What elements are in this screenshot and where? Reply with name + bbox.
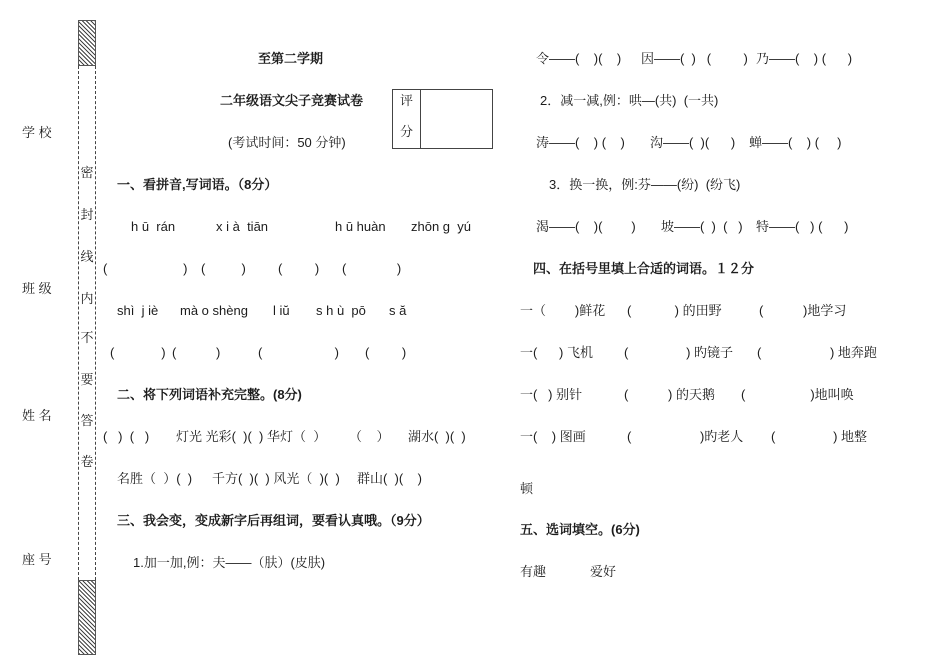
pinyin-item: s ă (389, 303, 407, 318)
word-completion-item: 千方( )( ) 风光（ )( ) (212, 471, 340, 486)
score-label-char: 评 (399, 93, 413, 108)
word-completion-item: 湖水( )( ) (408, 429, 466, 444)
add-item: 乃——( ) ( ) (756, 51, 853, 66)
answer-blank: ( ) (110, 345, 166, 360)
seal-char: 内 (80, 291, 94, 306)
subtract-item: 涛——( ) ( ) (536, 135, 625, 150)
margin-label-name: 姓 名 (22, 408, 52, 423)
margin-label-class: 班 级 (22, 281, 52, 296)
answer-blank: ( ) (342, 261, 402, 276)
swap-item: 坡——( ) ( ) (661, 219, 743, 234)
word-choice: 爱好 (590, 564, 617, 579)
answer-blank: ( ) (278, 261, 320, 276)
fill-phrase-item: 一（ )鲜花 (520, 303, 606, 318)
word-completion-item: （ ） (349, 429, 390, 444)
score-box-divider (420, 90, 421, 148)
score-box (392, 89, 493, 149)
margin-label-school: 学 校 (22, 125, 52, 140)
fill-phrase-item: 一( ) 别针 (520, 387, 583, 402)
pinyin-item: l iŭ (273, 303, 290, 318)
fill-phrase-item: ( ) 地奔跑 (757, 345, 877, 360)
fill-phrase-item: ( ) 地整 (771, 429, 868, 444)
answer-blank: ( ) (258, 345, 339, 360)
add-item: 令——( )( ) (536, 51, 622, 66)
subtract-example: 2．减一减,例：哄—(共) (一共) (540, 93, 719, 108)
add-item: 因——( ) ( ) (641, 51, 748, 66)
add-example: 1.加一加,例：夫——（肤）(皮肤) (133, 555, 326, 570)
word-choice: 有趣 (520, 564, 547, 579)
answer-blank: ( ) (172, 345, 221, 360)
answer-blank: ( ) (365, 345, 407, 360)
seal-char: 不 (80, 330, 94, 345)
pinyin-item: zhōn g yú (411, 219, 471, 234)
score-label-char: 分 (399, 124, 413, 139)
pinyin-item: s h ù pō (316, 303, 366, 318)
fill-phrase-item: ( )旳老人 (627, 429, 744, 444)
seal-char: 密 (80, 165, 94, 180)
exam-term: 至第二学期 (258, 51, 324, 66)
fill-phrase-wrap: 顿 (520, 481, 534, 496)
fill-phrase-item: 一( ) 图画 (520, 429, 586, 444)
word-completion-item: 名胜（ ）( ) (117, 471, 193, 486)
fill-phrase-item: ( ) 旳镜子 (624, 345, 734, 360)
pinyin-item: x i à tiān (216, 219, 269, 234)
pinyin-item: shì j iè (117, 303, 159, 318)
pinyin-item: mà o shèng (180, 303, 248, 318)
fill-phrase-item: 一( ) 飞机 (520, 345, 593, 360)
subtract-item: 沟——( )( ) (650, 135, 736, 150)
subtract-item: 蝉——( ) ( ) (749, 135, 842, 150)
section2-heading: 二、将下列词语补充完整。(8分) (117, 387, 302, 402)
seal-char: 答 (80, 413, 94, 428)
fill-phrase-item: ( ) 的田野 (627, 303, 722, 318)
fill-phrase-item: ( )地叫唤 (741, 387, 854, 402)
section5-heading: 五、选词填空。(6分) (520, 522, 640, 537)
section1-heading: 一、看拼音,写词语。（8分） (117, 177, 278, 192)
seal-char: 要 (80, 372, 94, 387)
margin-label-seat: 座 号 (22, 552, 52, 567)
exam-time: (考试时间：50 分钟) (228, 135, 346, 150)
swap-example: 3．换一换，例:芬——(纷) (纷飞) (549, 177, 741, 192)
answer-blank: ( ) (201, 261, 246, 276)
seal-strip-hatch-top (78, 20, 96, 66)
swap-item: 特——( ) ( ) (756, 219, 849, 234)
seal-strip-hatch-bottom (78, 580, 96, 655)
seal-strip-dashed (78, 66, 96, 580)
pinyin-item: h ū huàn (335, 219, 386, 234)
word-completion-item: 灯光 光彩( )( ) 华灯（ ） (176, 429, 327, 444)
pinyin-item: h ū rán (131, 219, 176, 234)
exam-title: 二年级语文尖子竞赛试卷 (220, 93, 364, 108)
fill-phrase-item: ( )地学习 (759, 303, 847, 318)
fill-phrase-item: ( ) 的天鹅 (624, 387, 716, 402)
seal-char: 卷 (80, 454, 94, 469)
section4-heading: 四、在括号里填上合适的词语。１２分 (533, 261, 755, 276)
section3-heading: 三、我会变，变成新字后再组词，要看认真哦。（9分） (117, 513, 430, 528)
swap-item: 渴——( )( ) (536, 219, 636, 234)
seal-char: 线 (80, 249, 94, 264)
answer-blank: ( ) (103, 261, 188, 276)
word-completion-item: ( ) ( ) (103, 429, 150, 444)
seal-char: 封 (80, 207, 94, 222)
word-completion-item: 群山( )( ) (357, 471, 422, 486)
